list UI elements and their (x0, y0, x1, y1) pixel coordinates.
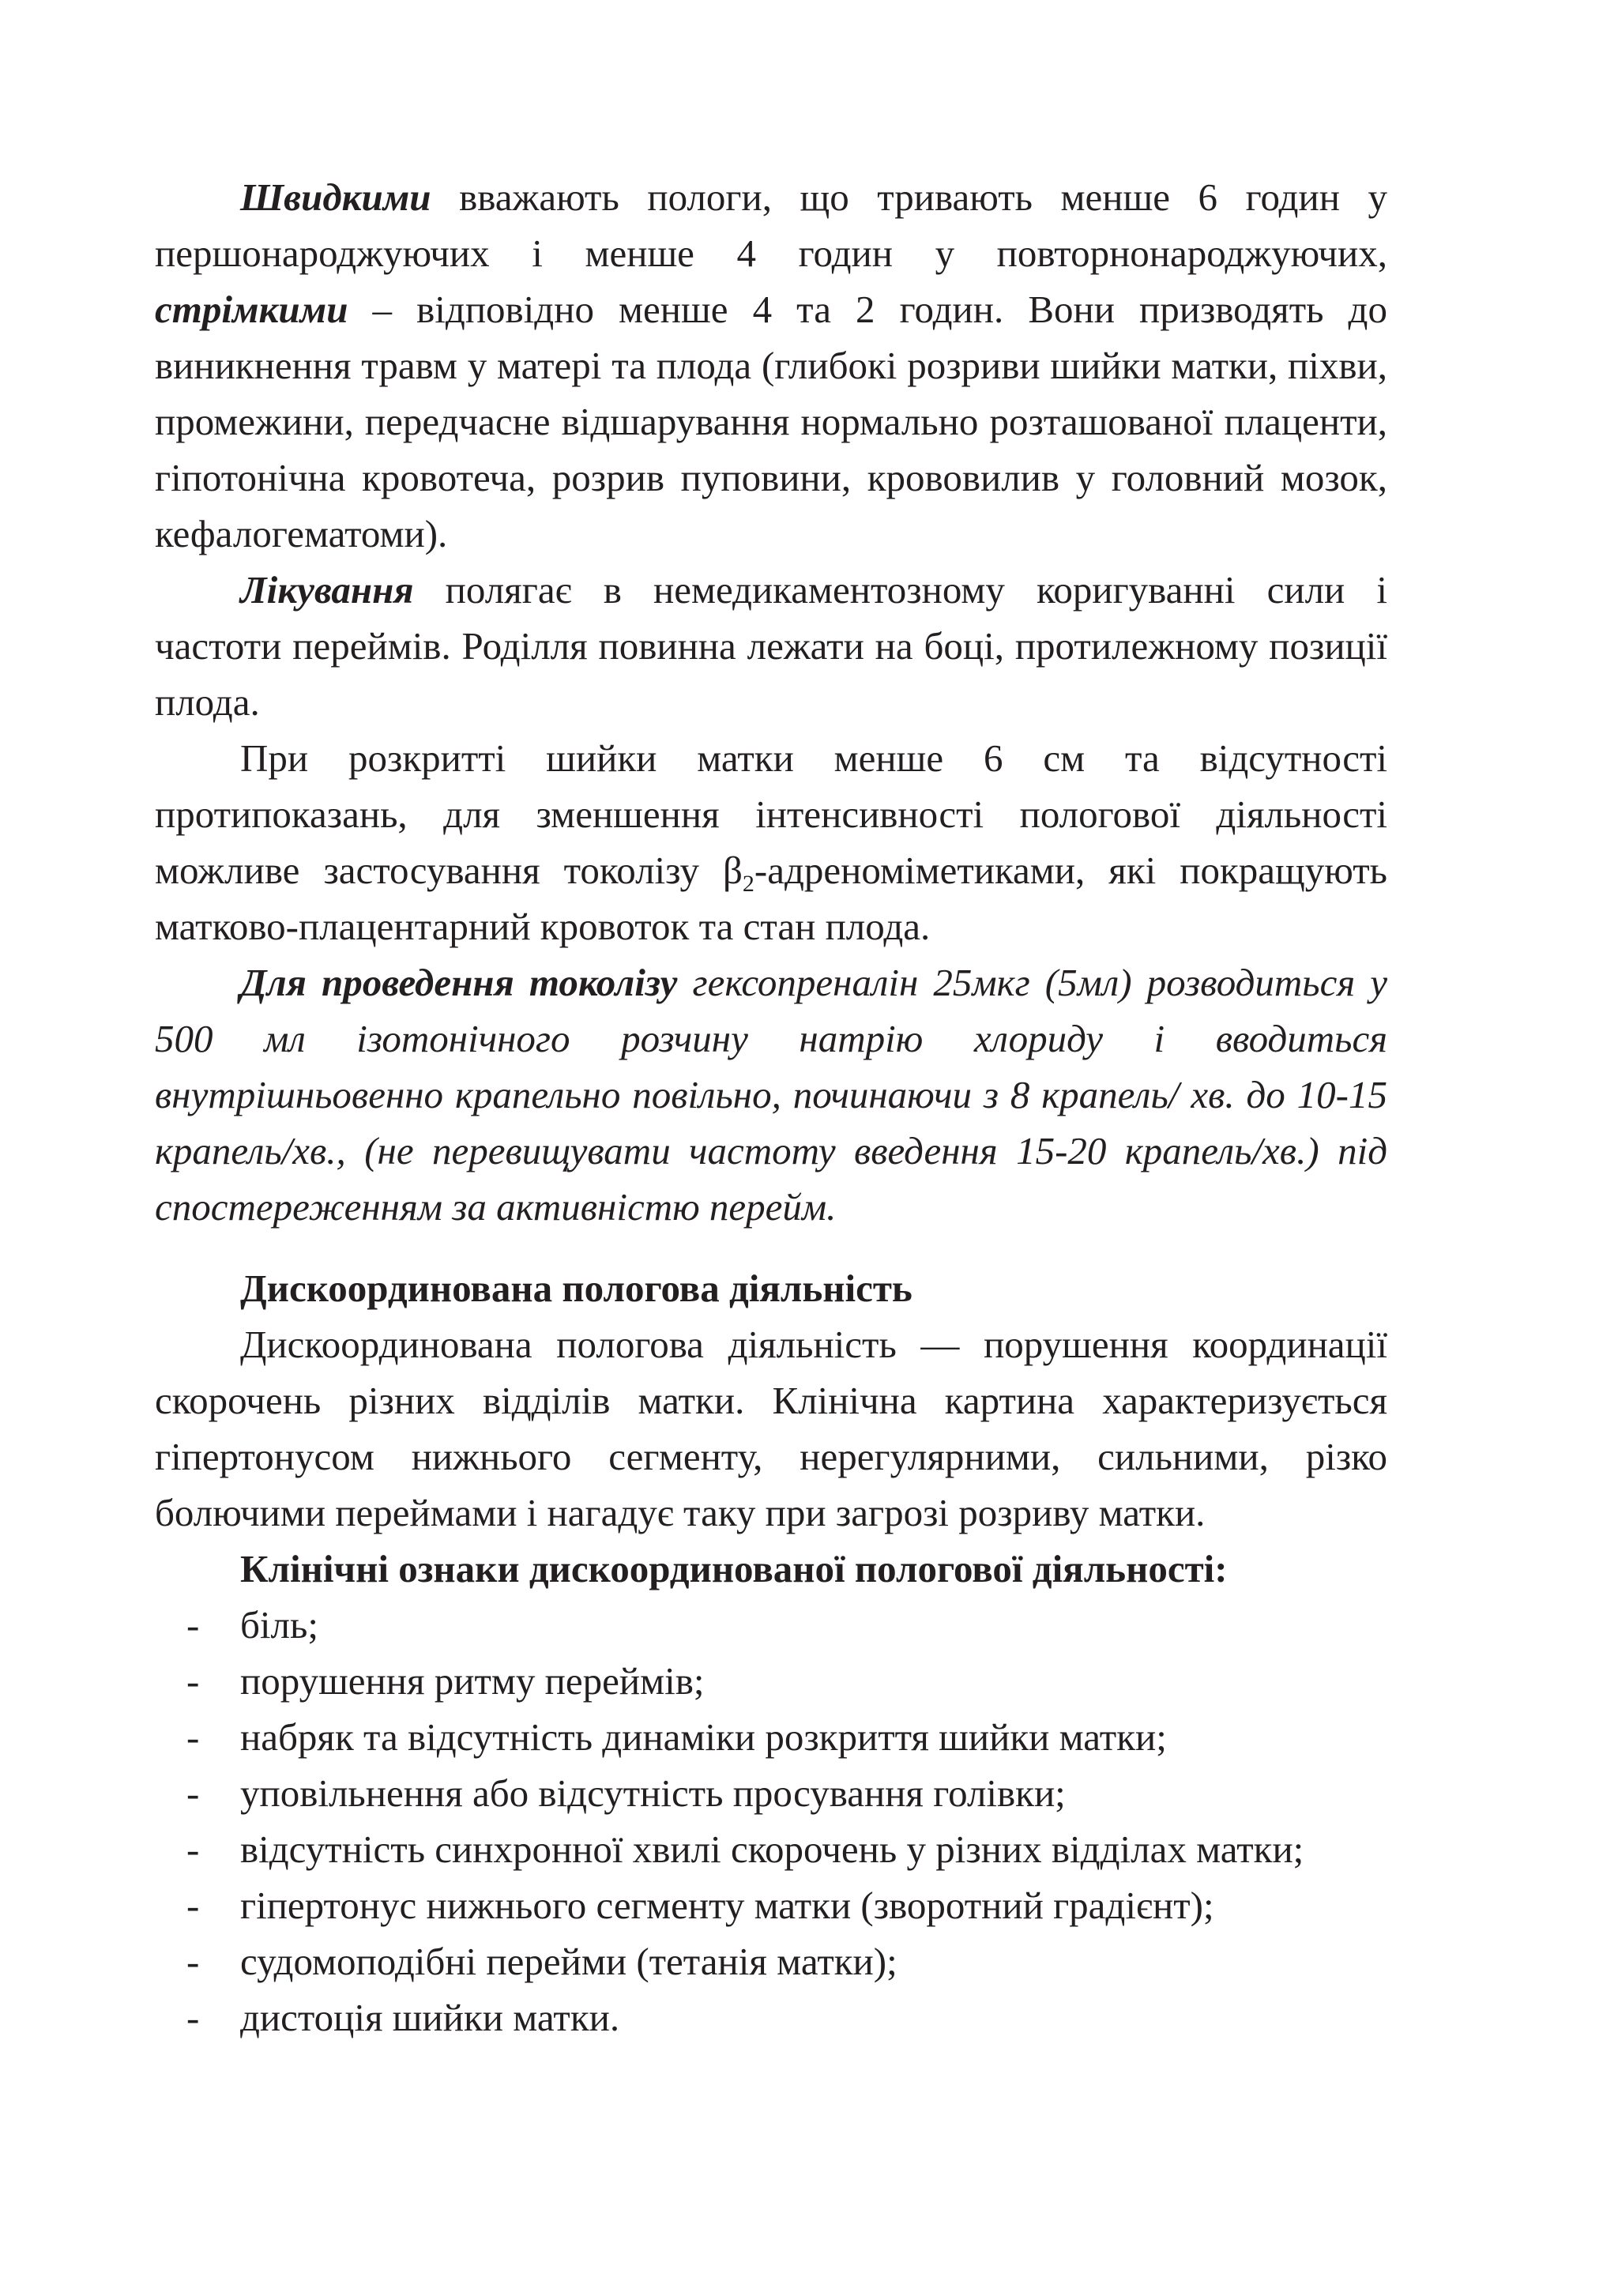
paragraph-tocolysis-text-after: -адреноміметиками, які покращують матково-плацентарний кровоток та стан плода. (155, 849, 1388, 948)
list-title (155, 1541, 1387, 1597)
list-item (155, 1653, 1387, 1709)
list-marker: - (186, 1940, 200, 1983)
term-tocolysis: Для проведення токолізу (240, 961, 678, 1004)
list-item-text: порушення ритму переймів; (240, 1659, 705, 1703)
list-marker: - (186, 1659, 200, 1703)
clinical-signs-list (155, 1597, 1387, 2046)
section-heading: Дискоординована пологова діяльність (240, 1267, 912, 1310)
beta-subscript: 2 (742, 871, 754, 897)
term-rapid: стрімкими (155, 288, 348, 331)
document-page (155, 169, 1387, 2046)
list-item-text: дистоція шийки матки. (240, 1996, 620, 2039)
list-item-text: набряк та відсутність динаміки розкриття шийки матки; (240, 1715, 1167, 1759)
list-item (155, 1765, 1387, 1821)
list-item (155, 1821, 1387, 1877)
paragraph-fast-labor-text2: – відповідно менше 4 та 2 годин. Вони призводять до виникнення травм у матері та плода (глибокі розриви шийки матки, піхви, промежини, передчасне відшарування нормально розташованої плаценти, гіпотонічна кровотеча, розрив пуповини, крововилив у головний мозок, кефалогематоми). (155, 288, 1387, 555)
list-item-text: гіпертонус нижнього сегменту матки (зворотний градієнт); (240, 1884, 1214, 1927)
paragraph-tocolysis-protocol-text: гексопреналін 25мкг (5мл) розводиться у 500 мл ізотонічного розчину натрію хлориду і вводиться внутрішньовенно крапельно повільно, починаючи з 8 крапель/ хв. до 10-15 крапель/хв., (не перевищувати частоту введення 15-20 крапель/хв.) під спостереженням за активністю перейм. (155, 961, 1387, 1229)
paragraph-discoordination (155, 1316, 1387, 1541)
list-title-text: Клінічні ознаки дискоординованої пологової діяльності: (240, 1547, 1228, 1590)
list-item-text: судомоподібні перейми (тетанія матки); (240, 1940, 897, 1983)
paragraph-discoordination-text: Дискоординована пологова діяльність — порушення координації скорочень різних відділів матки. Клінічна картина характеризується гіпертонусом нижнього сегменту, нерегулярними, сильними, різко болючими переймами і нагадує таку при загрозі розриву матки. (155, 1323, 1387, 1534)
paragraph-treatment-text: полягає в немедикаментозному коригуванні сили і частоти переймів. Роділля повинна лежати на боці, протилежному позиції плода. (155, 568, 1387, 724)
list-marker: - (186, 1996, 200, 2039)
list-item-text: уповільнення або відсутність просування голівки; (240, 1771, 1066, 1815)
list-item-text: відсутність синхронної хвилі скорочень у різних відділах матки; (240, 1827, 1304, 1871)
paragraph-fast-labor-text1: вважають пологи, що тривають менше 6 годин у першонароджуючих і менше 4 годин у повторнонароджуючих, (155, 175, 1387, 275)
list-marker: - (186, 1771, 200, 1815)
paragraph-fast-labor (155, 169, 1387, 562)
list-item (155, 1877, 1387, 1933)
list-item (155, 1597, 1387, 1653)
paragraph-tocolysis-indication (155, 730, 1387, 954)
term-treatment: Лікування (240, 568, 414, 612)
paragraph-tocolysis-protocol (155, 954, 1387, 1235)
list-marker: - (186, 1715, 200, 1759)
list-item-text: біль; (240, 1603, 318, 1647)
list-item (155, 1709, 1387, 1765)
term-fast: Швидкими (240, 175, 431, 219)
list-item (155, 1989, 1387, 2046)
paragraph-treatment (155, 562, 1387, 730)
list-marker: - (186, 1827, 200, 1871)
list-marker: - (186, 1884, 200, 1927)
paragraph-tocolysis-text-before: При розкритті шийки матки менше 6 см та відсутності протипоказань, для зменшення інтенсивності пологової діяльності можливе застосування токолізу β (155, 736, 1387, 892)
list-item (155, 1933, 1387, 1989)
list-marker: - (186, 1603, 200, 1647)
